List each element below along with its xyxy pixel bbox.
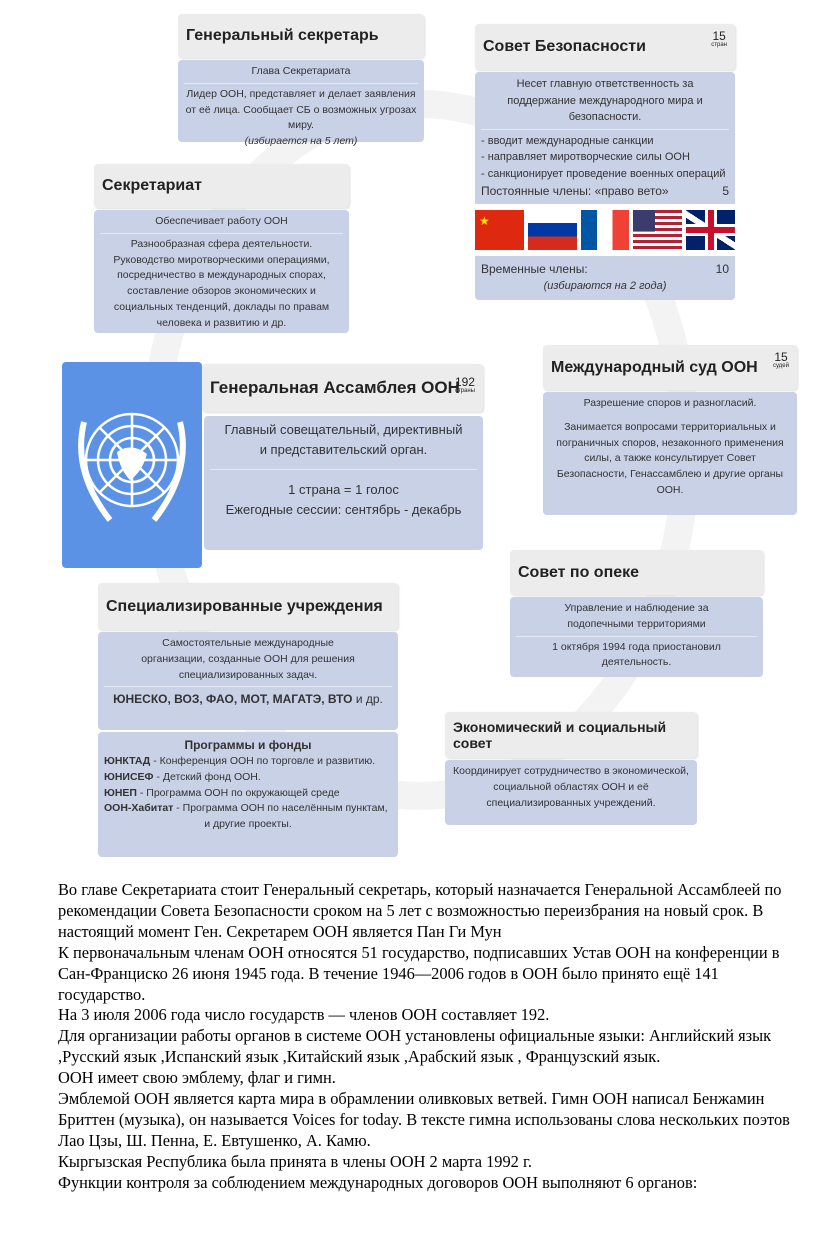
sc-permanent-count: 5 [722,184,729,198]
icj-text: Занимается вопросами территориальных и пограничных споров, незаконного применения силы, а также консультирует Совет Безопасности, Генассамблею и другие органы ООН. [556,420,784,496]
secretariat-text: Разнообразная сфера деятельности. Руководство миротворческими операциями, посредничество в международных спорах, составление обзоров экономических и социальных тенденций, доклады по правам человека и развитию и др. [113,237,330,329]
secretariat-body [94,210,349,333]
sc-count: 15 стран [711,29,727,48]
trust-text: Управление и наблюдение за подопечными территориями [564,602,709,630]
programs-title: Программы и фонды [184,738,312,752]
ga-body [204,416,483,550]
document-text [58,880,798,1194]
programs-tail: и другие проекты. [204,818,292,830]
trust-title: Совет по опеке [518,563,640,581]
spec-body [98,632,398,730]
icj-sub: Разрешение споров и разногласий. [583,397,757,409]
spec-orgs: ЮНЕСКО, ВОЗ, ФАО, МОТ, МАГАТЭ, ВТО [113,692,353,707]
gen-sec-title: Генеральный секретарь [186,27,379,44]
gen-sec-sub: Глава Секретариата [251,65,351,77]
sc-temp-note: (избираются на 2 года) [543,280,667,292]
ga-text: Главный совещательный, директивный и представительский орган. [224,422,463,457]
programs-body [98,732,398,857]
paragraph: Кыргызская Республика была принята в члены ООН 2 марта 1992 г. [58,1151,532,1171]
spec-header [98,583,398,630]
paragraph: На 3 июля 2006 года число государств — членов ООН составляет 192. [58,1005,550,1025]
trust-note: 1 октября 1994 года приостановил деятельность. [552,640,721,669]
sc-body [475,72,735,300]
program-item: ЮНКТАД - Конференция ООН по торговле и развитию. [104,755,376,767]
sc-header [475,24,735,70]
paragraph: К первоначальным членам ООН относятся 51 государство, подписавших Устав ООН на конференции в Сан-Франциско 26 июня 1945 года. В течение 1946—2006 годов в ООН было принято ещё 141 государство. [58,942,780,1004]
icj-body [543,392,797,515]
program-item: ООН-Хабитат - Программа ООН по населённым пунктам, [104,802,388,815]
paragraph: ООН имеет свою эмблему, флаг и гимн. [58,1068,336,1088]
sc-item: - вводит международные санкции [481,134,654,147]
paragraph: Эмблемой ООН является карта мира в обрамлении оливковых ветвей. Гимн ООН написал Бенжамин Бриттен (музыка), он называется Voices for today. В тексте гимна использованы слова нескольких поэтов Лао Цзы, Ш. Пенна, Е. Евтушенко, А. Камю. [58,1089,790,1150]
gen-sec-header [178,14,424,58]
ecosoc-title: Экономический и социальный совет [453,719,667,751]
uk-flag-icon [686,210,735,250]
paragraph: Во главе Секретариата стоит Генеральный секретарь, который назначается Генеральной Ассамблеей по рекомендации Совета Безопасности сроком на 5 лет с возможностью переизбрания на новый срок. В настоящий момент Ген. Секретарем ООН является Пан Ги Мун [58,880,782,941]
trust-header [510,550,763,595]
sc-item: - санкционирует проведение военных операций [481,167,726,180]
ecosoc-body [445,760,697,825]
ga-sessions: Ежегодные сессии: сентябрь - декабрь [225,501,462,517]
sc-temp-label: Временные члены: [481,262,588,276]
ga-vote: 1 страна = 1 голос [288,482,399,497]
spec-title: Специализированные учреждения [106,597,383,615]
flags-row [475,204,735,256]
sc-permanent-label: Постоянные члены: «право вето» [481,184,669,198]
paragraph: Функции контроля за соблюдением международных договоров ООН выполняют 6 органов: [58,1172,698,1192]
un-emblem [62,362,202,568]
gen-sec-body [178,60,424,147]
china-flag-icon: ★ [475,210,524,250]
secretariat-sub: Обеспечивает работу ООН [155,215,288,227]
icj-header [543,345,797,390]
paragraph: Для организации работы органов в системе ООН установлены официальные языки: Английский язык ,Русский язык ,Испанский язык ,Китайский язык ,Арабский язык , Французский язык. [58,1026,772,1067]
spec-orgs-suffix: и др. [352,692,383,707]
sc-text: Несет главную ответственность за поддержание международного мира и безопасности. [507,78,703,123]
sc-title: Совет Безопасности [483,38,646,55]
un-emblem-icon [62,362,202,568]
gen-sec-note: (избирается на 5 лет) [244,135,358,147]
usa-flag-icon [633,210,682,250]
sc-item: - направляет миротворческие силы ООН [481,151,690,163]
secretariat-title: Секретариат [102,177,202,194]
ga-header [202,364,483,412]
gen-sec-text: Лидер ООН, представляет и делает заявления от её лица. Сообщает СБ о возможных угрозах миру. [185,87,417,132]
ecosoc-text: Координирует сотрудничество в экономической, социальной областях ООН и её специализированных учреждений. [453,765,689,809]
trust-body [510,597,763,677]
icj-title: Международный суд ООН [551,358,758,376]
ecosoc-header [445,712,697,758]
program-item: ЮНИСЕФ - Детский фонд ООН. [104,770,261,783]
ga-count: 192 страны [454,375,475,394]
ga-title: Генеральная Ассамблея ООН [210,378,460,397]
russia-flag-icon [528,210,577,250]
icj-count: 15 судей [773,350,789,369]
program-item: ЮНЕП - Программа ООН по окружающей среде [104,786,340,799]
secretariat-header [94,164,349,208]
france-flag-icon [581,210,630,250]
spec-text: Самостоятельные международные организации, созданные ООН для решения специализированных задач. [141,637,355,681]
sc-temp-count: 10 [715,262,729,276]
